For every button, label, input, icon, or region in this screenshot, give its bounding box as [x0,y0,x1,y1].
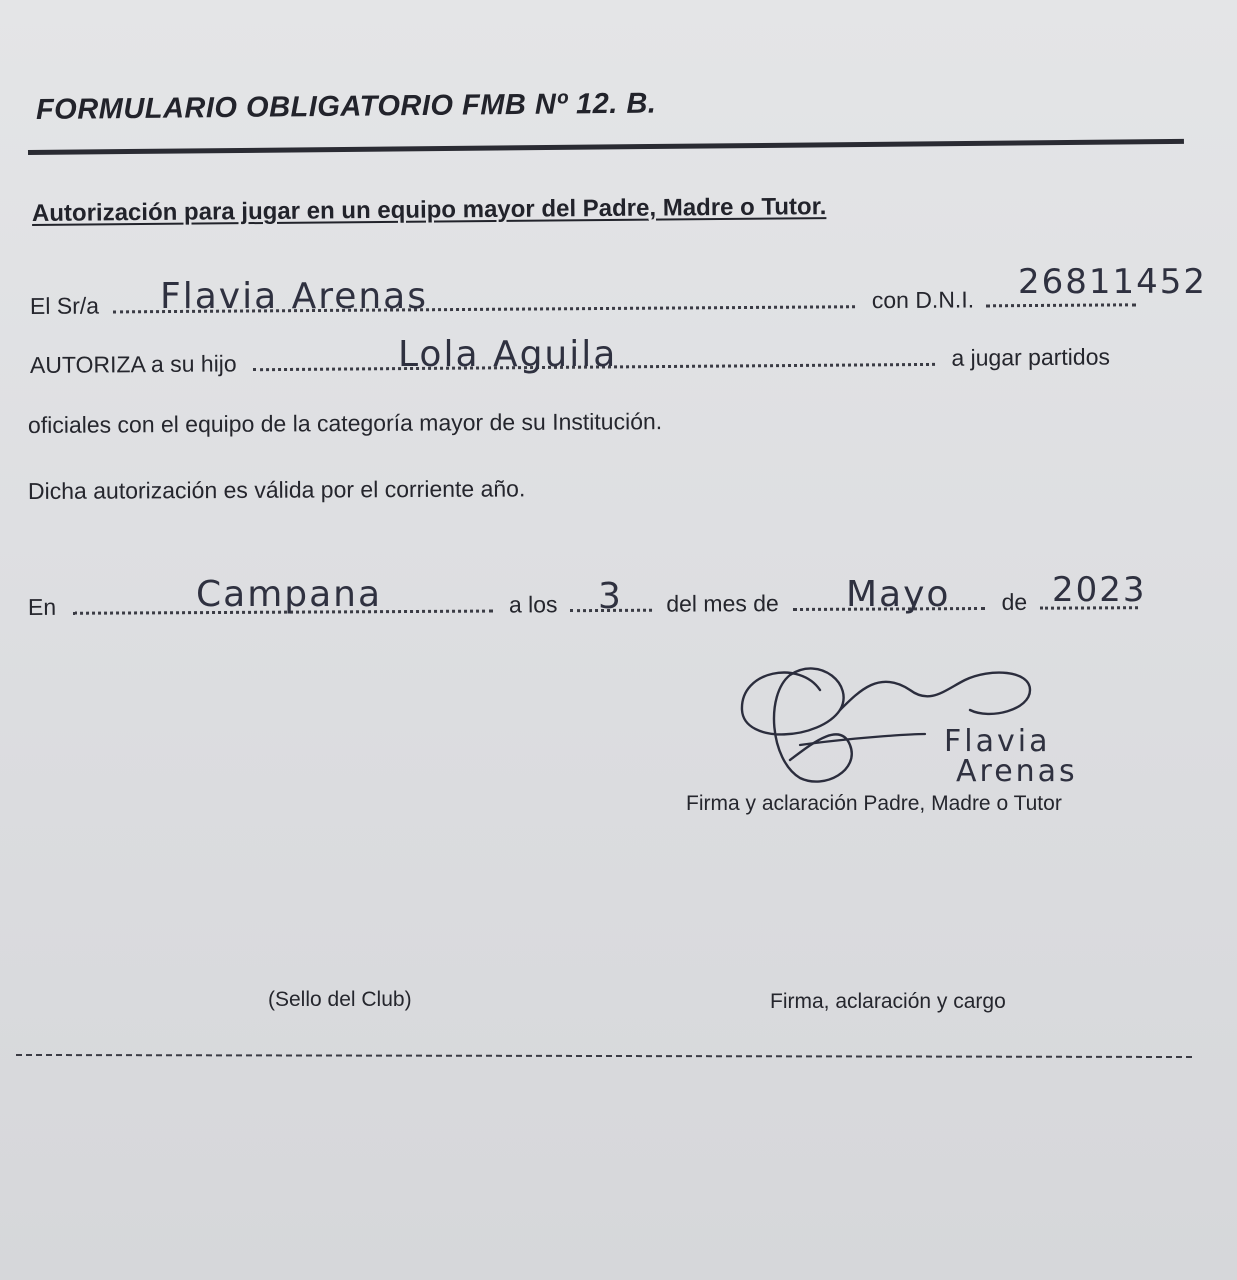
dni-label: con D.N.I. [871,286,975,314]
dia-value: 3 [598,576,623,617]
hijo-value: Lola Aguila [398,334,618,375]
sr-value: Flavia Arenas [160,276,428,317]
partidos-text: a jugar partidos [951,343,1111,371]
en-value: Campana [196,574,383,615]
dni-dots [986,303,1136,307]
signature-name-line2: Arenas [956,754,1078,789]
line-fecha [28,588,1138,621]
en-label: En [27,593,57,620]
line-oficiales: oficiales con el equipo de la categoría mayor de su Institución. [27,408,663,438]
form-subtitle: Autorización para jugar en un equipo mayor del Padre, Madre o Tutor. [31,193,827,227]
a-los-label: a los [508,591,558,618]
de-label: de [1001,588,1028,615]
form-title: FORMULARIO OBLIGATORIO FMB Nº 12. B. [35,87,657,126]
sr-label: El Sr/a [29,292,100,319]
signature-name-line1: Flavia [944,724,1051,759]
signature-caption: Firma y aclaración Padre, Madre o Tutor [686,792,1062,815]
title-rule [28,139,1184,155]
dni-value: 26811452 [1018,262,1208,302]
mes-label: del mes de [666,590,779,617]
anio-value: 2023 [1052,570,1147,610]
official-signature-label: Firma, aclaración y cargo [770,990,1006,1013]
autoriza-label: AUTORIZA a su hijo [29,350,237,378]
club-stamp-label: (Sello del Club) [268,988,412,1011]
cut-line [16,1054,1192,1058]
mes-value: Mayo [846,574,951,615]
line-validez: Dicha autorización es válida por el corriente año. [27,475,526,504]
